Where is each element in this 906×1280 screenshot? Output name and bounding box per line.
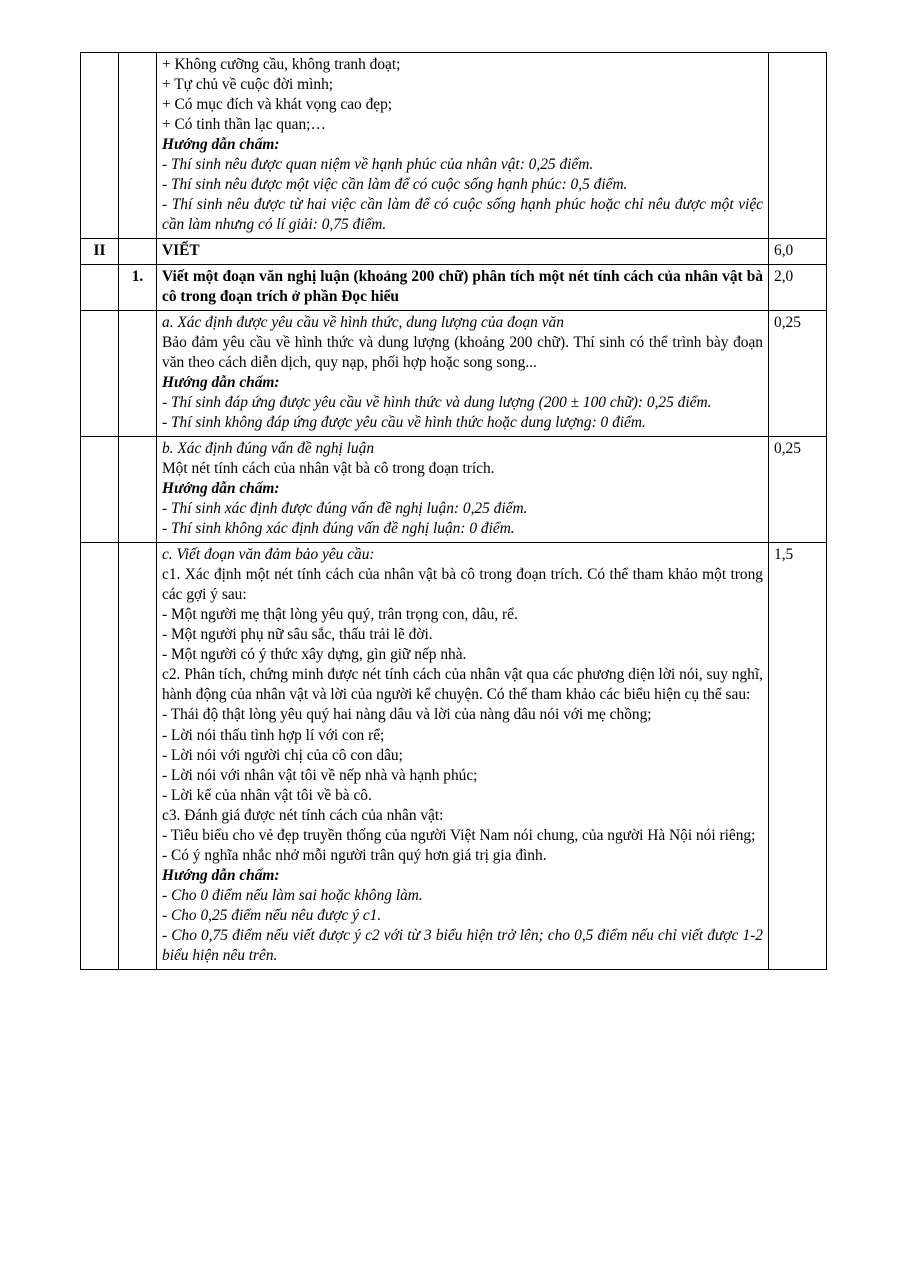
cell-roman [81, 53, 119, 239]
guideline-line: - Cho 0,75 điểm nếu viết được ý c2 với từ 3 biểu hiện trở lên; cho 0,5 điểm nếu chỉ viết được 1-2 biểu hiện nêu trên. [162, 926, 763, 964]
criterion-heading: a. Xác định được yêu cầu về hình thức, dung lượng của đoạn văn [162, 314, 564, 332]
cell-number [119, 53, 157, 239]
criterion-line: Bảo đảm yêu cầu về hình thức và dung lượng (khoảng 200 chữ). Thí sinh có thể trình bày đoạn văn theo cách diễn dịch, quy nạp, phối hợp hoặc song song... [162, 334, 763, 372]
cell-number: 1. [119, 265, 157, 311]
guideline-heading: Hướng dẫn chấm: [162, 136, 280, 154]
question-prompt [157, 265, 769, 311]
content-line: + Có tinh thần lạc quan;… [162, 116, 326, 134]
content-line: + Tự chủ về cuộc đời mình; [162, 76, 334, 94]
criterion-line: - Có ý nghĩa nhắc nhở mỗi người trân quý hơn giá trị gia đình. [162, 846, 547, 864]
guideline-heading: Hướng dẫn chấm: [162, 480, 280, 498]
table-row-section [81, 239, 827, 265]
table-row [81, 53, 827, 239]
cell-score: 0,25 [769, 311, 827, 437]
guideline-line: - Thí sinh nêu được từ hai việc cần làm để có cuộc sống hạnh phúc hoặc chỉ nêu được một việc cần làm nhưng có lí giải: 0,75 điểm. [162, 196, 763, 234]
guideline-line: - Thí sinh không xác định đúng vấn đề nghị luận: 0 điểm. [162, 520, 515, 538]
cell-number-empty [119, 543, 157, 969]
criterion-line: c2. Phân tích, chứng minh được nét tính cách của nhân vật qua các phương diện lời nói, suy nghĩ, hành động của nhân vật và lời của người kể chuyện. Có thể tham khảo các biểu hiện cụ thể sau: [162, 666, 763, 704]
cell-roman: II [81, 239, 119, 265]
cell-number-empty [119, 311, 157, 437]
table-body [81, 53, 827, 970]
criterion-heading: c. Viết đoạn văn đảm bảo yêu cầu: [162, 546, 375, 564]
criterion-content [157, 543, 769, 969]
criterion-line: - Lời nói với người chị của cô con dâu; [162, 746, 403, 764]
content-line: + Có mục đích và khát vọng cao đẹp; [162, 96, 393, 114]
cell-score: 6,0 [769, 239, 827, 265]
guideline-line: - Thí sinh đáp ứng được yêu cầu về hình thức và dung lượng (200 ± 100 chữ): 0,25 điểm. [162, 394, 712, 412]
criterion-line: Một nét tính cách của nhân vật bà cô trong đoạn trích. [162, 460, 495, 478]
criterion-content [157, 437, 769, 543]
criterion-line: - Tiêu biểu cho vẻ đẹp truyền thống của người Việt Nam nói chung, của người Hà Nội nói riêng; [162, 826, 756, 844]
table-row-question [81, 265, 827, 311]
cell-score: 2,0 [769, 265, 827, 311]
cell-roman [81, 265, 119, 311]
cell-number-empty [119, 437, 157, 543]
criterion-line: c1. Xác định một nét tính cách của nhân vật bà cô trong đoạn trích. Có thể tham khảo một trong các gợi ý sau: [162, 566, 763, 604]
criterion-line: - Một người mẹ thật lòng yêu quý, trân trọng con, dâu, rể. [162, 606, 518, 624]
cell-number [119, 239, 157, 265]
grading-table [80, 52, 827, 970]
guideline-heading: Hướng dẫn chấm: [162, 374, 280, 392]
guideline-line: - Cho 0 điểm nếu làm sai hoặc không làm. [162, 886, 423, 904]
guideline-line: - Thí sinh nêu được quan niệm về hạnh phúc của nhân vật: 0,25 điểm. [162, 156, 594, 174]
criterion-line: - Lời nói với nhân vật tôi về nếp nhà và hạnh phúc; [162, 766, 478, 784]
cell-roman-empty [81, 437, 119, 543]
section-title: VIẾT [157, 239, 769, 265]
question-text: Viết một đoạn văn nghị luận (khoảng 200 chữ) phân tích một nét tính cách của nhân vật bà cô trong đoạn trích ở phần Đọc hiểu [162, 268, 763, 306]
cell-score [769, 53, 827, 239]
criterion-line: c3. Đánh giá được nét tính cách của nhân vật: [162, 806, 444, 824]
criterion-line: - Một người có ý thức xây dựng, gìn giữ nếp nhà. [162, 646, 467, 664]
table-row-criterion-a [81, 311, 827, 437]
criterion-line: - Lời nói thấu tình hợp lí với con rể; [162, 726, 385, 744]
cell-score: 1,5 [769, 543, 827, 969]
guideline-line: - Thí sinh nêu được một việc cần làm để có cuộc sống hạnh phúc: 0,5 điểm. [162, 176, 628, 194]
table-row-criterion-b [81, 437, 827, 543]
cell-roman-empty [81, 311, 119, 437]
guideline-line: - Thí sinh xác định được đúng vấn đề nghị luận: 0,25 điểm. [162, 500, 528, 518]
cell-content [157, 53, 769, 239]
guideline-line: - Thí sinh không đáp ứng được yêu cầu về hình thức hoặc dung lượng: 0 điểm. [162, 414, 646, 432]
guideline-heading: Hướng dẫn chấm: [162, 866, 280, 884]
cell-roman-empty [81, 543, 119, 969]
criterion-heading: b. Xác định đúng vấn đề nghị luận [162, 440, 375, 458]
criterion-line: - Lời kể của nhân vật tôi về bà cô. [162, 786, 372, 804]
table-row-criterion-c [81, 543, 827, 969]
criterion-line: - Thái độ thật lòng yêu quý hai nàng dâu và lời của nàng dâu nói với mẹ chồng; [162, 706, 652, 724]
cell-score: 0,25 [769, 437, 827, 543]
criterion-line: - Một người phụ nữ sâu sắc, thấu trải lẽ đời. [162, 626, 433, 644]
guideline-line: - Cho 0,25 điểm nếu nêu được ý c1. [162, 906, 382, 924]
criterion-content [157, 311, 769, 437]
content-line: + Không cưỡng cầu, không tranh đoạt; [162, 56, 401, 73]
